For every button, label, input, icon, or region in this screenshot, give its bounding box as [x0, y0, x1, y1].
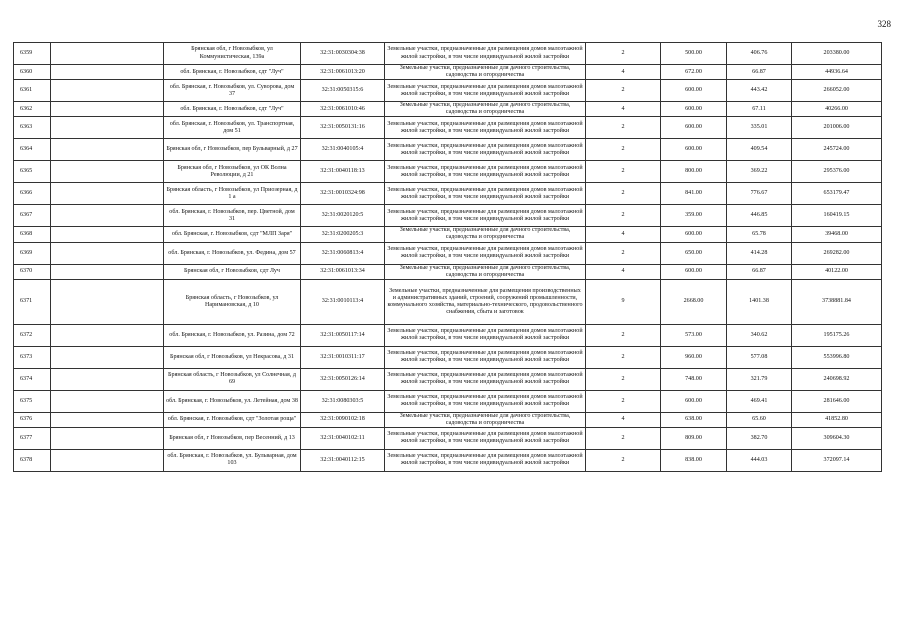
- unit-value-cell: 67.11: [727, 102, 792, 117]
- cadastral-number-cell: 32:31:0020120:5: [301, 205, 385, 227]
- area-cell: 600.00: [661, 102, 727, 117]
- address-cell: обл. Брянская, г. Новозыбков, сдт "Луч": [164, 102, 301, 117]
- address-cell: обл. Брянская, г. Новозыбков, ул. Разина, дом 72: [164, 324, 301, 346]
- cadastral-number-cell: 32:31:0040118:13: [301, 161, 385, 183]
- land-use-cell: Земельные участки, предназначенные для размещения домов малоэтажной жилой застройки, в том числе индивидуальной жилой застройки: [385, 390, 586, 412]
- cadastral-value-cell: 372097.14: [792, 449, 882, 471]
- cadastral-value-cell: 309604.30: [792, 427, 882, 449]
- category-code-cell: 2: [586, 368, 661, 390]
- spacer-cell: [51, 324, 164, 346]
- cadastral-number-cell: 32:31:0010311:17: [301, 346, 385, 368]
- category-code-cell: 2: [586, 449, 661, 471]
- unit-value-cell: 414.28: [727, 242, 792, 264]
- table-row: [14, 183, 882, 205]
- address-cell: обл. Брянская, г. Новозыбков, ул. Транспортная, дом 51: [164, 117, 301, 139]
- row-number-cell: 6366: [14, 183, 51, 205]
- address-cell: обл. Брянская, г. Новозыбков, пер. Цветной, дом 31: [164, 205, 301, 227]
- row-number-cell: 6364: [14, 139, 51, 161]
- address-cell: обл. Брянская, г. Новозыбков, ул. Федина, дом 57: [164, 242, 301, 264]
- spacer-cell: [51, 368, 164, 390]
- land-plots-table: [13, 42, 882, 472]
- spacer-cell: [51, 412, 164, 427]
- area-cell: 748.00: [661, 368, 727, 390]
- address-cell: Брянская область, г Новозыбков, ул Солнечная, д 69: [164, 368, 301, 390]
- cadastral-value-cell: 295376.00: [792, 161, 882, 183]
- cadastral-number-cell: 32:31:0050131:16: [301, 117, 385, 139]
- table-row: [14, 65, 882, 80]
- area-cell: 800.00: [661, 161, 727, 183]
- row-number-cell: 6375: [14, 390, 51, 412]
- row-number-cell: 6376: [14, 412, 51, 427]
- spacer-cell: [51, 346, 164, 368]
- category-code-cell: 9: [586, 279, 661, 324]
- land-use-cell: Земельные участки, предназначенные для размещения домов малоэтажной жилой застройки, в том числе индивидуальной жилой застройки: [385, 161, 586, 183]
- land-use-cell: Земельные участки, предназначенные для размещения домов малоэтажной жилой застройки, в том числе индивидуальной жилой застройки: [385, 183, 586, 205]
- category-code-cell: 2: [586, 205, 661, 227]
- address-cell: Брянская обл, г Новозыбков, ул ОК Волна Революции, д 21: [164, 161, 301, 183]
- spacer-cell: [51, 227, 164, 242]
- unit-value-cell: 65.78: [727, 227, 792, 242]
- land-use-cell: Земельные участки, предназначенные для дачного строительства, садоводства и огородничества: [385, 65, 586, 80]
- area-cell: 500.00: [661, 43, 727, 65]
- cadastral-value-cell: 240698.92: [792, 368, 882, 390]
- row-number-cell: 6367: [14, 205, 51, 227]
- row-number-cell: 6363: [14, 117, 51, 139]
- land-use-cell: Земельные участки, предназначенные для дачного строительства, садоводства и огородничества: [385, 227, 586, 242]
- cadastral-value-cell: 3738881.84: [792, 279, 882, 324]
- address-cell: Брянская обл, г Новозыбков, ул Некрасова, д 31: [164, 346, 301, 368]
- address-cell: обл. Брянская, г. Новозыбков, сдт "Золотая роща": [164, 412, 301, 427]
- category-code-cell: 2: [586, 80, 661, 102]
- cadastral-value-cell: 269282.00: [792, 242, 882, 264]
- unit-value-cell: 406.76: [727, 43, 792, 65]
- category-code-cell: 2: [586, 43, 661, 65]
- address-cell: Брянская область, г Новозыбков, ул Приозерная, д 1 а: [164, 183, 301, 205]
- address-cell: Брянская обл, г Новозыбков, сдт Луч: [164, 264, 301, 279]
- table-row: [14, 102, 882, 117]
- cadastral-number-cell: 32:31:0040105:4: [301, 139, 385, 161]
- table-row: [14, 80, 882, 102]
- address-cell: обл. Брянская, г. Новозыбков, ул. Летейная, дом 38: [164, 390, 301, 412]
- area-cell: 650.00: [661, 242, 727, 264]
- cadastral-value-cell: 653179.47: [792, 183, 882, 205]
- cadastral-value-cell: 553996.80: [792, 346, 882, 368]
- unit-value-cell: 65.60: [727, 412, 792, 427]
- row-number-cell: 6359: [14, 43, 51, 65]
- table-row: [14, 264, 882, 279]
- land-use-cell: Земельные участки, предназначенные для размещения домов малоэтажной жилой застройки, в том числе индивидуальной жилой застройки: [385, 117, 586, 139]
- cadastral-number-cell: 32:31:0061013:20: [301, 65, 385, 80]
- area-cell: 841.00: [661, 183, 727, 205]
- spacer-cell: [51, 183, 164, 205]
- land-use-cell: Земельные участки, предназначенные для размещения домов малоэтажной жилой застройки, в том числе индивидуальной жилой застройки: [385, 449, 586, 471]
- area-cell: 809.00: [661, 427, 727, 449]
- row-number-cell: 6365: [14, 161, 51, 183]
- cadastral-number-cell: 32:31:0050126:14: [301, 368, 385, 390]
- address-cell: обл. Брянская, г. Новозыбков, сдт "МЛП Заря": [164, 227, 301, 242]
- land-use-cell: Земельные участки, предназначенные для размещения домов малоэтажной жилой застройки, в том числе индивидуальной жилой застройки: [385, 242, 586, 264]
- category-code-cell: 2: [586, 242, 661, 264]
- spacer-cell: [51, 43, 164, 65]
- spacer-cell: [51, 205, 164, 227]
- table-row: [14, 279, 882, 324]
- cadastral-value-cell: 201006.00: [792, 117, 882, 139]
- cadastral-number-cell: 32:31:0060813:4: [301, 242, 385, 264]
- category-code-cell: 4: [586, 412, 661, 427]
- cadastral-value-cell: 41852.80: [792, 412, 882, 427]
- table-row: [14, 227, 882, 242]
- category-code-cell: 2: [586, 183, 661, 205]
- cadastral-number-cell: 32:31:0050117:14: [301, 324, 385, 346]
- spacer-cell: [51, 102, 164, 117]
- area-cell: 838.00: [661, 449, 727, 471]
- unit-value-cell: 776.67: [727, 183, 792, 205]
- category-code-cell: 2: [586, 427, 661, 449]
- table-row: [14, 427, 882, 449]
- area-cell: 600.00: [661, 390, 727, 412]
- table-row: [14, 205, 882, 227]
- row-number-cell: 6370: [14, 264, 51, 279]
- category-code-cell: 2: [586, 346, 661, 368]
- cadastral-value-cell: 195175.26: [792, 324, 882, 346]
- land-use-cell: Земельные участки, предназначенные для размещения домов малоэтажной жилой застройки, в том числе индивидуальной жилой застройки: [385, 139, 586, 161]
- table-row: [14, 161, 882, 183]
- address-cell: обл. Брянская, г. Новозыбков, ул. Суворова, дом 37: [164, 80, 301, 102]
- cadastral-value-cell: 40122.00: [792, 264, 882, 279]
- cadastral-value-cell: 266052.00: [792, 80, 882, 102]
- table-row: [14, 368, 882, 390]
- row-number-cell: 6372: [14, 324, 51, 346]
- unit-value-cell: 66.87: [727, 65, 792, 80]
- row-number-cell: 6360: [14, 65, 51, 80]
- land-use-cell: Земельные участки, предназначенные для дачного строительства, садоводства и огородничества: [385, 102, 586, 117]
- area-cell: 2668.00: [661, 279, 727, 324]
- row-number-cell: 6369: [14, 242, 51, 264]
- row-number-cell: 6368: [14, 227, 51, 242]
- address-cell: Брянская обл, г Новозыбков, пер Весенний, д 13: [164, 427, 301, 449]
- page-number: 328: [877, 19, 891, 29]
- land-use-cell: Земельные участки, предназначенные для размещения домов малоэтажной жилой застройки, в том числе индивидуальной жилой застройки: [385, 80, 586, 102]
- unit-value-cell: 443.42: [727, 80, 792, 102]
- spacer-cell: [51, 65, 164, 80]
- row-number-cell: 6378: [14, 449, 51, 471]
- area-cell: 672.00: [661, 65, 727, 80]
- spacer-cell: [51, 117, 164, 139]
- cadastral-number-cell: 32:31:0080303:5: [301, 390, 385, 412]
- land-use-cell: Земельные участки, предназначенные для размещения домов малоэтажной жилой застройки, в том числе индивидуальной жилой застройки: [385, 427, 586, 449]
- category-code-cell: 2: [586, 139, 661, 161]
- cadastral-number-cell: 32:31:0090102:18: [301, 412, 385, 427]
- table-row: [14, 43, 882, 65]
- land-use-cell: Земельные участки, предназначенные для дачного строительства, садоводства и огородничества: [385, 264, 586, 279]
- unit-value-cell: 340.62: [727, 324, 792, 346]
- unit-value-cell: 321.79: [727, 368, 792, 390]
- area-cell: 638.00: [661, 412, 727, 427]
- area-cell: 359.00: [661, 205, 727, 227]
- table-row: [14, 139, 882, 161]
- category-code-cell: 2: [586, 390, 661, 412]
- area-cell: 600.00: [661, 80, 727, 102]
- cadastral-number-cell: 32:31:0040112:15: [301, 449, 385, 471]
- address-cell: обл. Брянская, г. Новозыбков, ул. Бульварная, дом 103: [164, 449, 301, 471]
- area-cell: 600.00: [661, 264, 727, 279]
- table-row: [14, 346, 882, 368]
- area-cell: 600.00: [661, 117, 727, 139]
- land-use-cell: Земельные участки, предназначенные для размещения домов малоэтажной жилой застройки, в том числе индивидуальной жилой застройки: [385, 346, 586, 368]
- land-use-cell: Земельные участки, предназначенные для размещения домов малоэтажной жилой застройки, в том числе индивидуальной жилой застройки: [385, 324, 586, 346]
- category-code-cell: 4: [586, 264, 661, 279]
- category-code-cell: 4: [586, 65, 661, 80]
- cadastral-value-cell: 160419.15: [792, 205, 882, 227]
- cadastral-number-cell: 32:31:0061010:46: [301, 102, 385, 117]
- area-cell: 600.00: [661, 227, 727, 242]
- land-use-cell: Земельные участки, предназначенные для размещения производственных и административных зданий, строений, сооружений промышленности, коммунального хозяйства, материально-технического, продовольственного снабжения, сбыта и заготовок: [385, 279, 586, 324]
- address-cell: обл. Брянская, г. Новозыбков, сдт "Луч": [164, 65, 301, 80]
- category-code-cell: 2: [586, 324, 661, 346]
- spacer-cell: [51, 139, 164, 161]
- cadastral-number-cell: 32:31:0010324:98: [301, 183, 385, 205]
- cadastral-value-cell: 245724.00: [792, 139, 882, 161]
- cadastral-value-cell: 281646.00: [792, 390, 882, 412]
- cadastral-value-cell: 39468.00: [792, 227, 882, 242]
- row-number-cell: 6377: [14, 427, 51, 449]
- cadastral-number-cell: 32:31:0010113:4: [301, 279, 385, 324]
- table-row: [14, 412, 882, 427]
- unit-value-cell: 382.70: [727, 427, 792, 449]
- spacer-cell: [51, 390, 164, 412]
- unit-value-cell: 444.03: [727, 449, 792, 471]
- address-cell: Брянская обл, г Новозыбков, пер Бульварный, д 27: [164, 139, 301, 161]
- row-number-cell: 6371: [14, 279, 51, 324]
- unit-value-cell: 369.22: [727, 161, 792, 183]
- spacer-cell: [51, 449, 164, 471]
- row-number-cell: 6362: [14, 102, 51, 117]
- unit-value-cell: 1401.38: [727, 279, 792, 324]
- cadastral-value-cell: 44936.64: [792, 65, 882, 80]
- cadastral-value-cell: 203380.00: [792, 43, 882, 65]
- cadastral-number-cell: 32:31:0040102:11: [301, 427, 385, 449]
- unit-value-cell: 577.08: [727, 346, 792, 368]
- address-cell: Брянская область, г Новозыбков, ул Наримановская, д 10: [164, 279, 301, 324]
- spacer-cell: [51, 264, 164, 279]
- spacer-cell: [51, 279, 164, 324]
- cadastral-value-cell: 40266.00: [792, 102, 882, 117]
- spacer-cell: [51, 161, 164, 183]
- unit-value-cell: 66.87: [727, 264, 792, 279]
- area-cell: 573.00: [661, 324, 727, 346]
- unit-value-cell: 469.41: [727, 390, 792, 412]
- land-use-cell: Земельные участки, предназначенные для размещения домов малоэтажной жилой застройки, в том числе индивидуальной жилой застройки: [385, 43, 586, 65]
- table-body: [14, 43, 882, 472]
- row-number-cell: 6373: [14, 346, 51, 368]
- table-row: [14, 242, 882, 264]
- cadastral-number-cell: 32:31:0200205:3: [301, 227, 385, 242]
- cadastral-number-cell: 32:31:0050315:6: [301, 80, 385, 102]
- unit-value-cell: 409.54: [727, 139, 792, 161]
- table-row: [14, 390, 882, 412]
- land-use-cell: Земельные участки, предназначенные для дачного строительства, садоводства и огородничества: [385, 412, 586, 427]
- unit-value-cell: 335.01: [727, 117, 792, 139]
- category-code-cell: 2: [586, 117, 661, 139]
- spacer-cell: [51, 427, 164, 449]
- spacer-cell: [51, 80, 164, 102]
- cadastral-number-cell: 32:31:0061013:34: [301, 264, 385, 279]
- spacer-cell: [51, 242, 164, 264]
- land-use-cell: Земельные участки, предназначенные для размещения домов малоэтажной жилой застройки, в том числе индивидуальной жилой застройки: [385, 368, 586, 390]
- area-cell: 600.00: [661, 139, 727, 161]
- cadastral-number-cell: 32:31:0030304:38: [301, 43, 385, 65]
- category-code-cell: 4: [586, 227, 661, 242]
- unit-value-cell: 446.85: [727, 205, 792, 227]
- row-number-cell: 6374: [14, 368, 51, 390]
- table-row: [14, 449, 882, 471]
- land-use-cell: Земельные участки, предназначенные для размещения домов малоэтажной жилой застройки, в том числе индивидуальной жилой застройки: [385, 205, 586, 227]
- address-cell: Брянская обл, г Новозыбков, ул Коммунистическая, 139а: [164, 43, 301, 65]
- table-row: [14, 117, 882, 139]
- category-code-cell: 2: [586, 161, 661, 183]
- area-cell: 960.00: [661, 346, 727, 368]
- table-row: [14, 324, 882, 346]
- row-number-cell: 6361: [14, 80, 51, 102]
- category-code-cell: 4: [586, 102, 661, 117]
